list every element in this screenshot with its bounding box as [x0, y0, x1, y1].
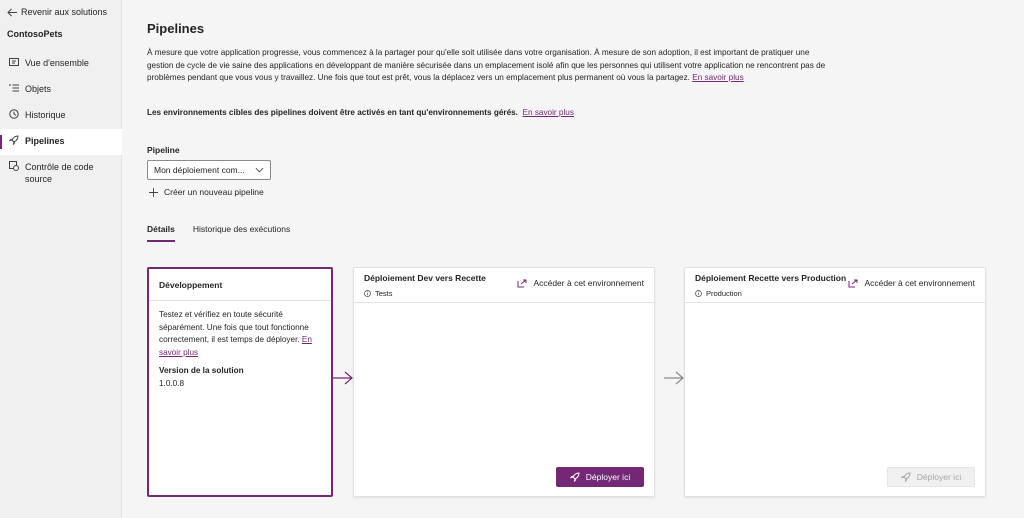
overview-icon	[9, 57, 19, 67]
open-external-icon	[848, 279, 858, 288]
sidebar-item-objects[interactable]	[0, 77, 122, 103]
arrow-right-icon	[333, 371, 353, 385]
deploy-here-button-disabled[interactable]	[887, 467, 975, 487]
tab-run-history[interactable]: Historique des exécutions	[192, 224, 291, 234]
stage-title: Développement	[149, 269, 331, 301]
solution-version-label: Version de la solution	[159, 366, 244, 376]
stage-environment	[695, 289, 742, 298]
stage-learn-more-link[interactable]: En savoir plus	[159, 335, 312, 357]
tab-list	[147, 224, 290, 242]
sidebar-item-label: Contrôle de code source	[25, 162, 94, 184]
sidebar-item-overview[interactable]	[0, 51, 122, 77]
plus-icon	[149, 188, 158, 197]
notice-text: Les environnements cibles des pipelines doivent être activés en tant qu'environnements gérés.	[147, 108, 518, 117]
page-title: Pipelines	[147, 21, 205, 36]
go-to-environment-link[interactable]	[848, 278, 975, 288]
go-to-environment-label: Accéder à cet environnement	[533, 278, 644, 288]
rocket-icon	[901, 472, 911, 482]
sidebar-item-label: Pipelines	[25, 136, 65, 146]
stage-arrow	[664, 371, 684, 385]
stage-environment-name: Production	[706, 289, 742, 298]
open-external-icon	[517, 279, 527, 288]
back-to-solutions-link[interactable]	[7, 7, 107, 17]
stage-arrow	[333, 371, 353, 385]
learn-more-link[interactable]: En savoir plus	[692, 73, 744, 83]
info-icon	[695, 290, 702, 297]
notice-learn-more-link[interactable]: En savoir plus	[522, 108, 574, 117]
stage-environment-name: Tests	[375, 289, 393, 298]
arrow-left-icon	[7, 8, 18, 17]
arrow-right-icon	[664, 371, 684, 385]
rocket-icon	[9, 135, 19, 145]
list-icon	[9, 83, 19, 93]
go-to-environment-link[interactable]	[517, 278, 644, 288]
history-icon	[9, 109, 19, 119]
tab-details[interactable]: Détails	[147, 224, 175, 242]
stage-card-test-to-production	[684, 267, 986, 497]
stage-environment	[364, 289, 393, 298]
stage-description: Testez et vérifiez en toute sécurité séparément. Une fois que tout fonctionne correctement, il est temps de déployer.	[159, 310, 309, 345]
deploy-here-label: Déployer ici	[585, 472, 631, 482]
sidebar-item-pipelines[interactable]	[0, 129, 122, 155]
sidebar-item-label: Historique	[25, 110, 66, 120]
stage-card-dev-to-test	[353, 267, 655, 497]
sidebar-item-label: Objets	[25, 84, 52, 94]
go-to-environment-label: Accéder à cet environnement	[864, 278, 975, 288]
solution-version-value: 1.0.0.8	[159, 378, 185, 388]
managed-env-notice	[147, 108, 574, 117]
chevron-down-icon	[255, 167, 264, 173]
source-control-icon	[9, 161, 19, 171]
sidebar-item-label: Vue d'ensemble	[25, 58, 89, 68]
page-description	[147, 47, 827, 85]
pipeline-dropdown[interactable]	[147, 160, 271, 180]
info-icon	[364, 290, 371, 297]
create-pipeline-button[interactable]	[149, 187, 264, 197]
pipeline-dropdown-value: Mon déploiement com...	[154, 165, 245, 175]
stage-title: Déploiement Recette vers Production	[695, 273, 847, 283]
sidebar-item-history[interactable]	[0, 103, 122, 129]
rocket-icon	[570, 472, 580, 482]
create-pipeline-label: Créer un nouveau pipeline	[164, 187, 264, 197]
back-label: Revenir aux solutions	[21, 7, 108, 17]
deploy-here-label: Déployer ici	[916, 472, 962, 482]
pipeline-label: Pipeline	[147, 145, 180, 155]
solution-name: ContosoPets	[7, 29, 63, 39]
stage-title: Déploiement Dev vers Recette	[364, 273, 486, 283]
deploy-here-button[interactable]	[556, 467, 644, 487]
sidebar-nav	[0, 51, 122, 191]
description-text: À mesure que votre application progresse, vous commencez à la partager pour qu'elle soit utilisée dans votre organisation. À mesure de son adoption, il est important de pratiquer une gestion de cycle de vie saine des applications en développant de manière sécurisée dans un emplacement isolé afin que les personnes qui utilisent votre application ne rencontrent pas de problèmes pendant que vous vous y travaillez. Une fois que tout est prêt, vous la déplacez vers un emplacement plus permanent où vous la partagez.	[147, 48, 826, 83]
main-content	[123, 0, 1024, 518]
stage-card-development	[147, 267, 333, 497]
sidebar-item-source-control[interactable]	[0, 155, 122, 191]
sidebar	[0, 0, 122, 518]
